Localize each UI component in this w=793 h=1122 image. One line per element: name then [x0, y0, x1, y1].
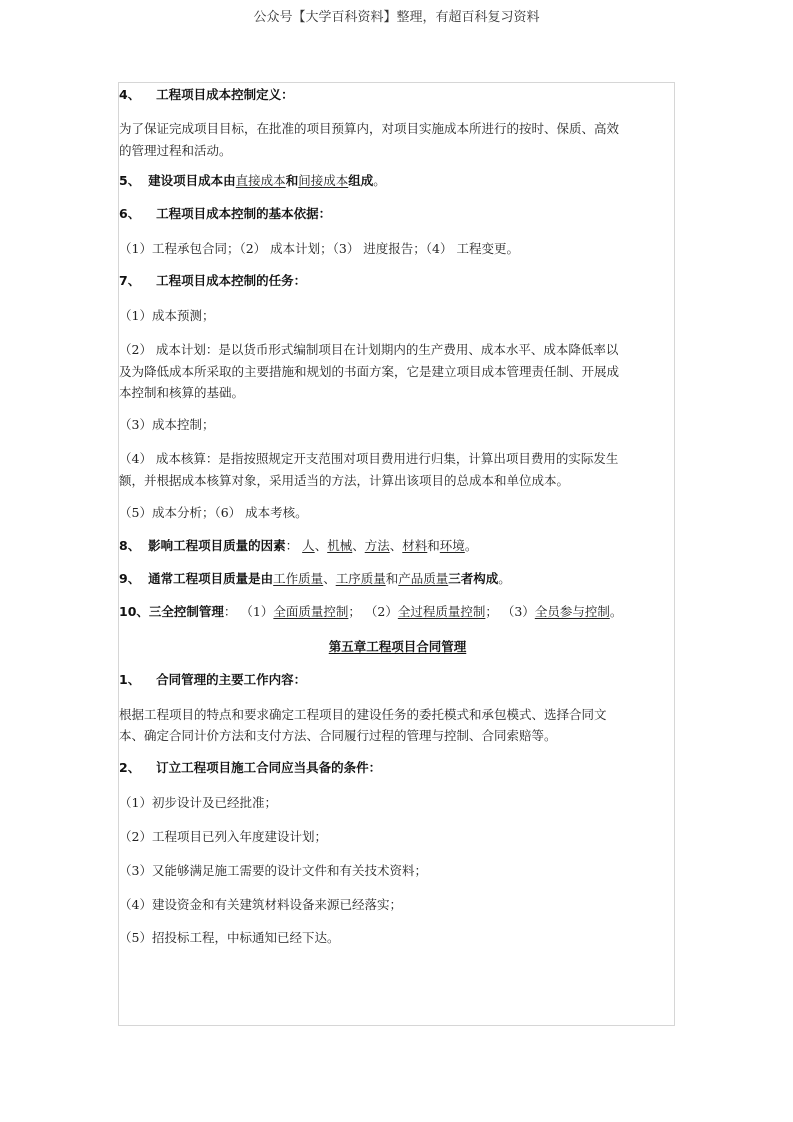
- factor-method-link[interactable]: 方法: [364, 538, 390, 553]
- total-quality-control-link[interactable]: 全面质量控制: [273, 604, 349, 619]
- whole-process-control-link[interactable]: 全过程质量控制: [397, 604, 486, 619]
- section-7-item-5: （5）成本分析；（6） 成本考核。: [119, 505, 308, 520]
- section-9-heading: [119, 568, 679, 590]
- section-text: 建设项目成本由: [148, 173, 236, 188]
- conjunction: 和: [385, 571, 399, 586]
- punctuation: ；: [485, 604, 498, 619]
- punctuation: 。: [464, 538, 478, 553]
- item-marker: （2）: [364, 604, 398, 619]
- section-text: 组成: [348, 173, 374, 188]
- punctuation: ：: [285, 538, 299, 553]
- section-number: 2、: [119, 760, 141, 775]
- factor-material-link[interactable]: 材料: [402, 538, 428, 553]
- section-title: 合同管理的主要工作内容：: [156, 672, 307, 687]
- section-number: 7、: [119, 273, 141, 288]
- contract-section-2-item-5: （5）招投标工程，中标通知已经下达。: [119, 930, 340, 945]
- section-title: 工程项目成本控制的任务：: [156, 273, 307, 288]
- section-number: 4、: [119, 87, 141, 102]
- chapter-title-text: 第五章工程项目合同管理: [328, 639, 467, 654]
- section-number: 10、: [119, 604, 149, 619]
- section-title: 影响工程项目质量的因素: [148, 538, 286, 553]
- factor-people-link[interactable]: 人: [302, 538, 315, 553]
- punctuation: 。: [373, 173, 386, 188]
- contract-section-2-item-4: （4）建设资金和有关建筑材料设备来源已经落实；: [119, 897, 402, 912]
- section-title: 工程项目成本控制定义：: [156, 87, 294, 102]
- section-7-item-2-line-1: （2） 成本计划：是以货币形式编制项目在计划期内的生产费用、成本水平、成本降低率以: [119, 342, 619, 357]
- product-quality-link[interactable]: 产品质量: [398, 571, 449, 586]
- punctuation: 、: [323, 571, 336, 586]
- section-7-item-2-line-3: 本控制和核算的基础。: [119, 385, 245, 400]
- indirect-cost-link[interactable]: 间接成本: [298, 173, 349, 188]
- punctuation: 、: [389, 538, 403, 553]
- contract-section-2-item-3: （3）又能够满足施工需要的设计文件和有关技术资料；: [119, 863, 427, 878]
- process-quality-link[interactable]: 工序质量: [335, 571, 386, 586]
- section-title: 订立工程项目施工合同应当具备的条件：: [156, 760, 382, 775]
- punctuation: 。: [498, 571, 511, 586]
- contract-section-2-item-1: （1）初步设计及已经批准；: [119, 795, 277, 810]
- section-number: 8、: [119, 538, 141, 553]
- punctuation: 、: [352, 538, 365, 553]
- section-title: 工程项目成本控制的基本依据：: [156, 206, 332, 221]
- page-header: 公众号【大学百科资料】整理，有超百科复习资料: [253, 10, 540, 25]
- section-title: 三全控制管理: [148, 604, 224, 619]
- section-5-heading: [119, 170, 679, 192]
- section-4-text-line-1: 为了保证完成项目目标，在批准的项目预算内，对项目实施成本所进行的按时、保质、高效: [119, 121, 620, 136]
- work-quality-link[interactable]: 工作质量: [273, 571, 324, 586]
- all-staff-control-link[interactable]: 全员参与控制: [534, 604, 610, 619]
- contract-section-2-item-2: （2）工程项目已列入年度建设计划；: [119, 829, 327, 844]
- factor-environment-link[interactable]: 环境: [439, 538, 465, 553]
- punctuation: ；: [348, 604, 361, 619]
- section-number: 1、: [119, 672, 141, 687]
- punctuation: 。: [609, 604, 623, 619]
- section-number: 5、: [119, 173, 141, 188]
- section-10-heading: [119, 601, 679, 623]
- contract-section-1-text-line-2: 本、确定合同计价方法和支付方法、合同履行过程的管理与控制、合同索赔等。: [119, 728, 557, 743]
- section-number: 6、: [119, 206, 141, 221]
- section-number: 9、: [119, 571, 141, 586]
- section-7-item-2-line-2: 及为降低成本所采取的主要措施和规划的书面方案，它是建立项目成本管理责任制、开展成: [119, 364, 620, 379]
- section-text: 通常工程项目质量是由: [148, 571, 274, 586]
- chapter-title: [119, 636, 676, 658]
- section-6-heading: [119, 203, 679, 225]
- conjunction: 和: [427, 538, 440, 553]
- direct-cost-link[interactable]: 直接成本: [235, 173, 286, 188]
- punctuation: 、: [314, 538, 328, 553]
- contract-section-1-heading: [119, 669, 679, 691]
- section-7-item-4-line-2: 额，并根据成本核算对象，采用适当的方法，计算出该项目的总成本和单位成本。: [119, 473, 570, 488]
- section-6-items: （1）工程承包合同；（2） 成本计划；（3） 进度报告；（4） 工程变更。: [119, 241, 519, 256]
- section-7-heading: [119, 270, 679, 292]
- section-text: 三者构成: [448, 571, 499, 586]
- contract-section-2-heading: [119, 757, 679, 779]
- item-marker: （1）: [240, 604, 274, 619]
- section-4-heading: [119, 84, 679, 106]
- section-4-text-line-2: 的管理过程和活动。: [119, 143, 232, 158]
- factor-machinery-link[interactable]: 机械: [327, 538, 353, 553]
- section-7-item-1: （1）成本预测；: [119, 308, 215, 323]
- section-7-item-4-line-1: （4） 成本核算：是指按照规定开支范围对项目费用进行归集，计算出项目费用的实际发生: [119, 451, 619, 466]
- section-8-heading: [119, 535, 679, 557]
- punctuation: ：: [223, 604, 237, 619]
- section-text: 和: [285, 173, 299, 188]
- item-marker: （3）: [501, 604, 535, 619]
- section-7-item-3: （3）成本控制；: [119, 417, 215, 432]
- contract-section-1-text-line-1: 根据工程项目的特点和要求确定工程项目的建设任务的委托模式和承包模式、选择合同文: [119, 707, 607, 722]
